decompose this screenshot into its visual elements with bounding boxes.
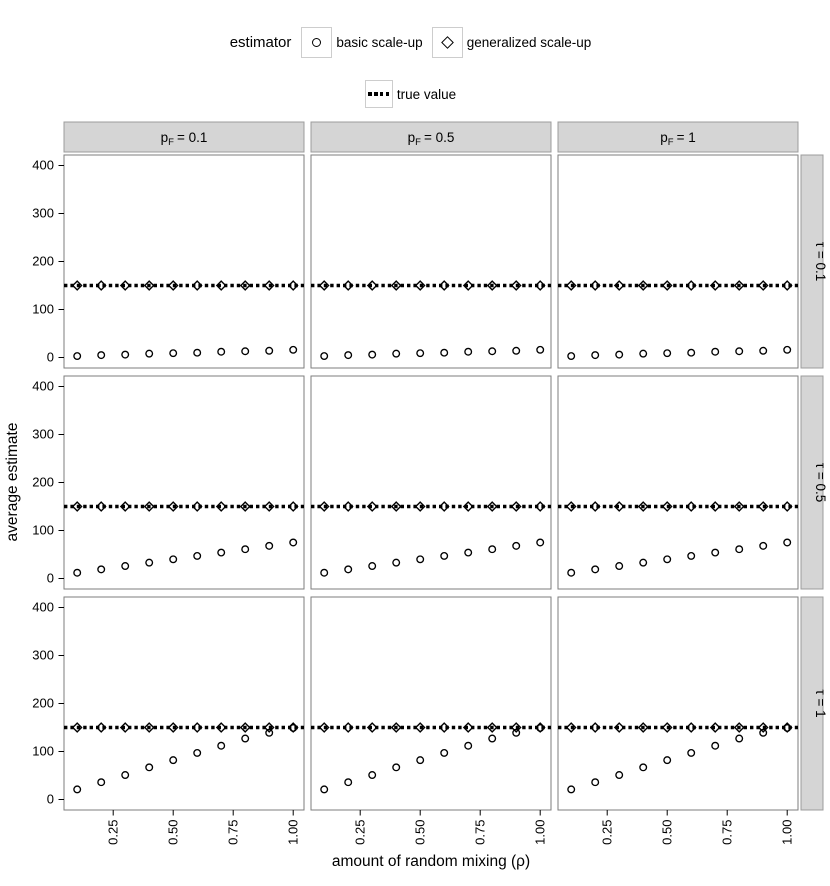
panel: [558, 155, 798, 368]
legend-label-true-value: true value: [396, 86, 457, 102]
x-tick-label: 1.00: [532, 819, 548, 845]
row-facet-label: τ = 0.5: [813, 462, 828, 503]
x-tick-label: 0.75: [719, 819, 735, 845]
x-tick-label: 0.25: [599, 819, 615, 845]
y-tick-label: 0: [46, 570, 54, 586]
panel: [64, 597, 304, 810]
estimator-legend: [0, 27, 830, 58]
y-tick-label: 200: [32, 695, 54, 711]
true-value-legend: [0, 80, 830, 108]
x-tick-label: 1.00: [779, 819, 795, 845]
x-axis-title: amount of random mixing (ρ): [331, 853, 531, 870]
y-tick-label: 0: [46, 791, 54, 807]
x-tick-label: 0.25: [352, 819, 368, 845]
y-tick-label: 100: [32, 743, 54, 759]
y-tick-label: 400: [32, 599, 54, 615]
x-tick-label: 0.25: [105, 819, 121, 845]
row-facet-label: τ = 1: [813, 689, 828, 718]
y-tick-label: 300: [32, 426, 54, 442]
y-tick-label: 100: [32, 301, 54, 317]
legend-key-basic: [301, 27, 332, 58]
open-diamond-icon: [441, 36, 454, 49]
y-tick-label: 100: [32, 522, 54, 538]
panel: [311, 597, 551, 810]
y-tick-label: 300: [32, 647, 54, 663]
col-facet-label: $p_F = 1$: [660, 130, 696, 148]
panel: [311, 155, 551, 368]
legend-label-generalized: generalized scale-up: [466, 35, 592, 50]
legend-key-generalized: [432, 27, 463, 58]
y-axis-title: average estimate: [4, 422, 21, 542]
panel: [64, 376, 304, 589]
dotted-line-icon: [368, 92, 389, 95]
x-tick-label: 0.50: [659, 819, 675, 845]
y-tick-label: 400: [32, 378, 54, 394]
legend-key-true-value: [365, 80, 393, 108]
panel: [558, 376, 798, 589]
panel: [64, 155, 304, 368]
y-tick-label: 300: [32, 205, 54, 221]
y-tick-label: 200: [32, 253, 54, 269]
x-tick-label: 1.00: [285, 819, 301, 845]
y-tick-label: 0: [46, 349, 54, 365]
y-tick-label: 200: [32, 474, 54, 490]
row-facet-label: τ = 0.1: [813, 241, 828, 282]
panel: [558, 597, 798, 810]
open-circle-icon: [312, 38, 321, 47]
panel: [311, 376, 551, 589]
col-facet-label: $p_F = 0.1$: [160, 130, 208, 148]
col-facet-label: $p_F = 0.5$: [407, 130, 455, 148]
x-tick-label: 0.75: [225, 819, 241, 845]
legend-title: estimator: [229, 34, 292, 51]
y-tick-label: 400: [32, 157, 54, 173]
x-tick-label: 0.75: [472, 819, 488, 845]
x-tick-label: 0.50: [412, 819, 428, 845]
x-tick-label: 0.50: [165, 819, 181, 845]
legend-label-basic: basic scale-up: [336, 35, 423, 50]
